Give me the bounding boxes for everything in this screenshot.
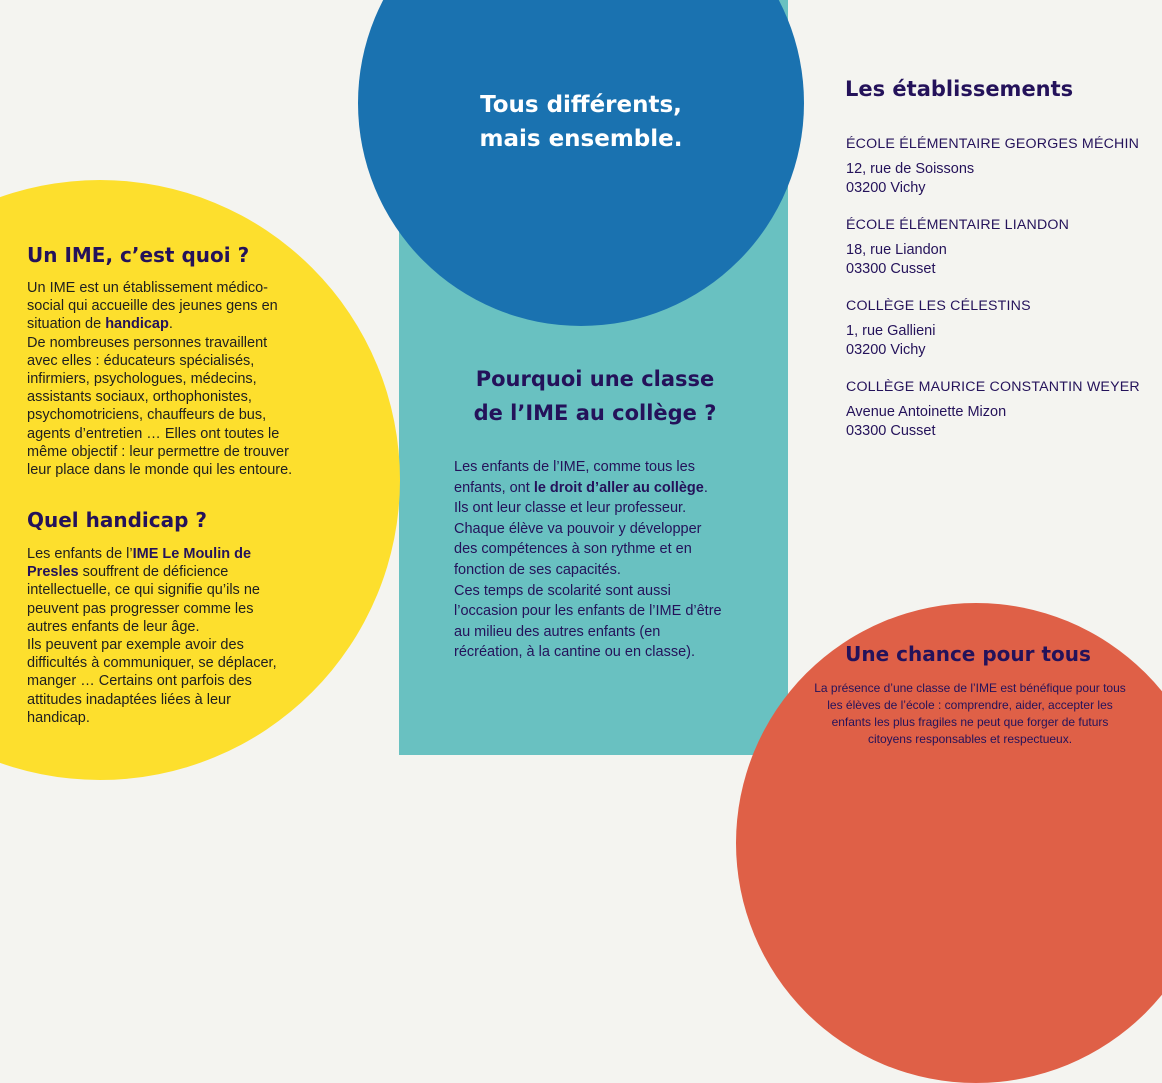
etablissement-name: COLLÈGE LES CÉLESTINS [846, 298, 1031, 314]
tagline-line-2: mais ensemble. [479, 126, 683, 152]
etablissement-city: 03300 Cusset [846, 260, 936, 277]
etablissement-city: 03200 Vichy [846, 179, 926, 196]
handicap-heading: Quel handicap ? [27, 508, 207, 532]
etablissement-street: 12, rue de Soissons [846, 161, 975, 177]
pourquoi-heading-line-2: de l’IME au collège ? [473, 401, 717, 425]
etablissement-city: 03200 Vichy [846, 341, 926, 358]
etablissement-item [846, 379, 1146, 440]
etablissement-name: ÉCOLE ÉLÉMENTAIRE GEORGES MÉCHIN [846, 136, 1140, 152]
handicap-text-bold: IME Le Moulin de Presles [27, 546, 252, 581]
etablissement-name: ÉCOLE ÉLÉMENTAIRE LIANDON [846, 217, 1070, 233]
ime-heading: Un IME, c’est quoi ? [27, 243, 250, 267]
handicap-text-b: souffrent de déficience intellectuelle, ce qui signifie qu’ils ne peuvent pas progresser comme les autres enfants de leur âge. [27, 564, 260, 635]
etablissement-street: 1, rue Gallieni [846, 323, 936, 339]
ime-paragraph [27, 279, 297, 479]
etablissements-list [846, 136, 1146, 460]
etablissement-street: Avenue Antoinette Mizon [846, 404, 1007, 420]
pourquoi-text-a: Les enfants de l’IME, comme tous les enfants, ont [454, 459, 695, 496]
pourquoi-heading-line-1: Pourquoi une classe [475, 367, 715, 391]
chance-heading: Une chance pour tous [845, 642, 1091, 666]
ime-text-bold: handicap [105, 316, 169, 333]
ime-text-c: De nombreuses personnes travaillent avec elles : éducateurs spécialisés, infirmiers, psychologues, médecins, assistants sociaux, orthophonistes, psychomotriciens, chauffeurs de bus, agents d’entretien … Elles ont toutes le même objectif : leur permettre de trouver leur place dans le monde qui les entoure. [27, 334, 293, 479]
etablissement-name: COLLÈGE MAURICE CONSTANTIN WEYER [846, 379, 1140, 395]
pourquoi-paragraph [454, 457, 724, 663]
pourquoi-text-bold: le droit d’aller au collège [533, 479, 704, 496]
pourquoi-heading [400, 362, 790, 430]
handicap-text-c: Ils peuvent par exemple avoir des difficultés à communiquer, se déplacer, manger … Certains ont parfois des attitudes inadaptées liées à leur handicap. [27, 637, 277, 726]
tagline [400, 88, 762, 156]
etablissements-heading: Les établissements [845, 77, 1074, 101]
etablissement-item [846, 136, 1146, 197]
pourquoi-text-c: Ils ont leur classe et leur professeur. Chaque élève va pouvoir y développer des compétences à son rythme et en fonction de ses capacités. [454, 500, 702, 578]
ime-text-a: Un IME est un établissement médico-social qui accueille des jeunes gens en situation de [27, 280, 278, 333]
etablissement-city: 03300 Cusset [846, 422, 936, 439]
tagline-line-1: Tous différents, [480, 92, 682, 118]
chance-paragraph: La présence d’une classe de l’IME est bénéfique pour tous les élèves de l’école : comprendre, aider, accepter les enfants les plus fragiles ne peut que forger de futurs citoyens responsables et respectueux. [814, 681, 1126, 746]
etablissement-item [846, 217, 1146, 278]
etablissement-item [846, 298, 1146, 359]
ime-text-b: . [168, 316, 173, 333]
handicap-paragraph [27, 545, 277, 727]
pourquoi-text-d: Ces temps de scolarité sont aussi l’occasion pour les enfants de l’IME d’être au milieu des autres enfants (en récréation, à la cantine ou en classe). [454, 582, 722, 661]
pourquoi-text-b: . [703, 479, 708, 496]
red-circle [736, 603, 1162, 1083]
handicap-text-a: Les enfants de l’ [27, 546, 133, 562]
etablissement-street: 18, rue Liandon [846, 242, 947, 258]
